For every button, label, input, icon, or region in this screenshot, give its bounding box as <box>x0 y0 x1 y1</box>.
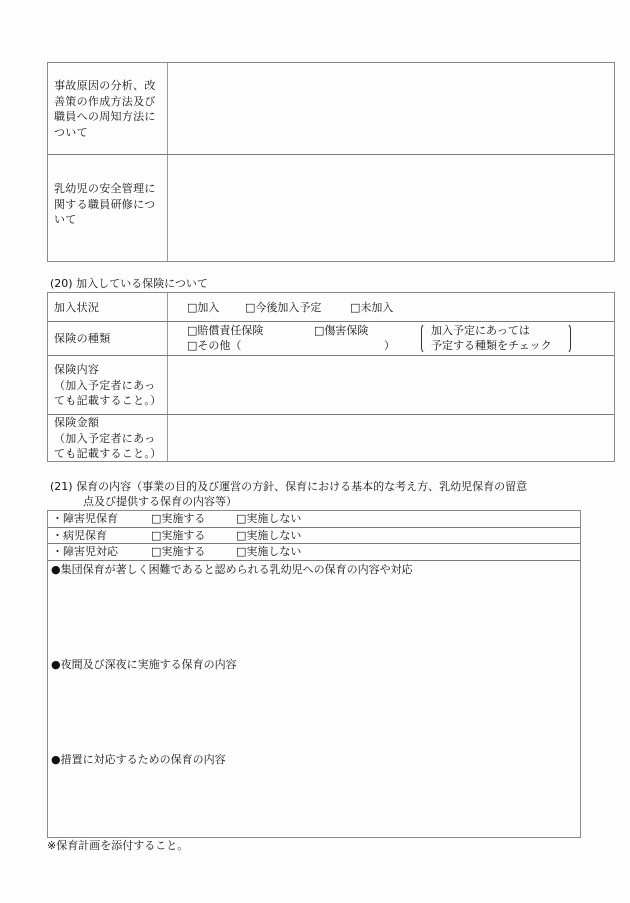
insurance-content-label: 保険内容 （加入予定者にあっ ても記載すること。） <box>54 363 162 407</box>
childcare-table <box>47 510 581 838</box>
insurance-amount-label: 保険金額 （加入予定者にあっ ても記載すること。） <box>54 416 162 460</box>
safety-training-field[interactable] <box>169 156 614 261</box>
insurance-type-label: 保険の種類 <box>54 332 111 345</box>
section-night-care: ●夜間及び深夜に実施する保育の内容 <box>51 658 237 671</box>
row-divider <box>48 543 580 544</box>
insurance-amount-field[interactable] <box>169 416 614 461</box>
insurance-status-label: 加入状況 <box>54 301 100 314</box>
row-divider <box>48 355 614 356</box>
difficult-group-care-field[interactable] <box>51 579 577 659</box>
checkbox-injury[interactable]: □傷害保険 <box>314 324 369 337</box>
measure-care-field[interactable] <box>51 769 577 834</box>
checkbox-disabled-support-yes[interactable]: □実施する <box>151 545 206 558</box>
checkbox-disabled-care-no[interactable]: □実施しない <box>236 512 302 525</box>
section-difficult-group-care: ●集団保育が著しく困難であると認められる乳幼児への保育の内容や対応 <box>51 563 413 576</box>
section-measure-care: ●措置に対応するための保育の内容 <box>51 753 226 766</box>
row-divider <box>48 527 580 528</box>
checkbox-not-enrolled[interactable]: □未加入 <box>350 301 394 314</box>
childcare-heading-line1: (21) 保育の内容（事業の目的及び運営の方針、保育における基本的な考え方、乳幼児保育の留意 <box>50 480 528 493</box>
column-divider <box>167 63 168 261</box>
other-close-paren: ） <box>384 339 395 352</box>
checkbox-sick-care-no[interactable]: □実施しない <box>236 529 302 542</box>
row-divider <box>48 560 580 561</box>
incident-table <box>47 62 615 262</box>
column-divider <box>167 293 168 461</box>
footnote: ※保育計画を添付すること。 <box>47 839 189 852</box>
incident-analysis-field[interactable] <box>169 63 614 154</box>
other-insurance-input[interactable] <box>258 338 378 353</box>
incident-analysis-label: 事故原因の分析、改 善策の作成方法及び 職員への周知方法に ついて <box>54 79 156 139</box>
checkbox-disabled-support-no[interactable]: □実施しない <box>236 545 302 558</box>
insurance-content-field[interactable] <box>169 357 614 414</box>
checkbox-other[interactable]: □その他（ <box>187 339 242 352</box>
checkbox-planned[interactable]: □今後加入予定 <box>245 301 322 314</box>
row-divider <box>48 321 614 322</box>
service-label-disabled-support: ・障害児対応 <box>52 545 118 558</box>
checkbox-sick-care-yes[interactable]: □実施する <box>151 529 206 542</box>
checkbox-liability[interactable]: □賠償責任保険 <box>187 324 264 337</box>
insurance-heading: (20) 加入している保険について <box>50 277 208 290</box>
service-label-sick-care: ・病児保育 <box>52 529 107 542</box>
childcare-heading-line2: 点及び提供する保育の内容等） <box>83 495 237 508</box>
insurance-table <box>47 292 615 462</box>
type-note: 加入予定にあっては 予定する種類をチェック <box>431 324 552 352</box>
night-care-field[interactable] <box>51 674 577 752</box>
checkbox-disabled-care-yes[interactable]: □実施する <box>151 512 206 525</box>
checkbox-enrolled[interactable]: □加入 <box>187 301 220 314</box>
service-label-disabled-care: ・障害児保育 <box>52 512 118 525</box>
row-divider <box>48 154 614 155</box>
safety-training-label: 乳幼児の安全管理に 関する職員研修につ いて <box>54 182 156 226</box>
